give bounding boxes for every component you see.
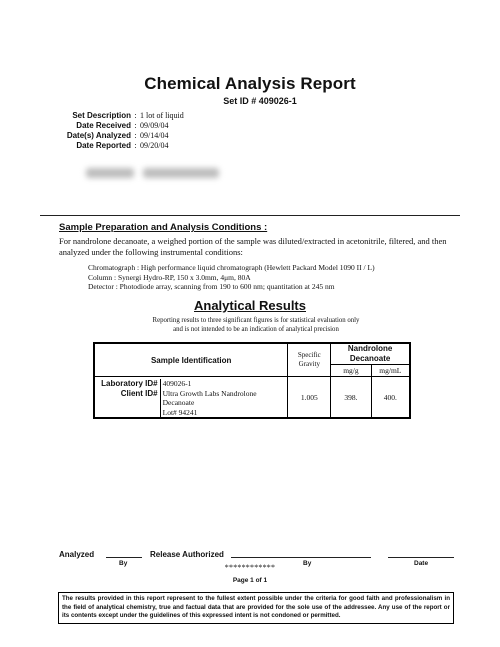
instrument-line-detector: Detector : Photodiode array, scanning from 190 to 600 nm; quantitation at 245 nm: [88, 282, 335, 291]
set-id: Set ID # 409026-1: [223, 96, 297, 106]
instrument-line-chromatograph: Chromatograph : High performance liquid chromatograph (Hewlett Packard Model 1090 II / L): [88, 263, 375, 272]
page-number: Page 1 of 1: [232, 577, 268, 584]
unit-mg-per-g: mg/g: [331, 365, 372, 377]
meta-label: Date(s) Analyzed: [66, 131, 131, 140]
by-label-2: By: [303, 560, 312, 567]
report-meta: [48, 111, 184, 151]
section-divider: [40, 215, 460, 216]
lab-id-value: 409026-1: [162, 379, 192, 388]
header-compound: [331, 343, 410, 365]
table-header-row: [94, 343, 410, 365]
client-id-label: Client ID#: [120, 389, 158, 398]
report-title: Chemical Analysis Report: [144, 74, 356, 93]
client-id-value: Ultra Growth Labs Nandrolone Decanoate: [162, 388, 257, 407]
mg-per-ml-value: 400.: [371, 377, 410, 419]
date-label: Date: [414, 560, 429, 567]
disclaimer-box: The results provided in this report represent to the fullest extent possible under the criteria for good faith and professionalism in the field of analytical chemistry, true and factual data that are provided for the sole use of the addressee. Any use of the report or its contents except under the guidelines of this expressed intent is not condoned or permitted.: [58, 592, 454, 624]
specific-gravity-value: 1.005: [288, 377, 331, 419]
header-compound-line1: Nandrolone: [347, 344, 393, 353]
header-specific-gravity: [288, 343, 331, 377]
sample-id-cell: [94, 377, 288, 419]
header-compound-line2: Decanoate: [349, 354, 391, 363]
mg-per-g-value: 398.: [331, 377, 372, 419]
meta-colon: :: [134, 131, 137, 140]
meta-value: 09/09/04: [140, 121, 169, 130]
release-authorized-label: Release Authorized: [150, 550, 224, 559]
sample-id-wrapper: [95, 379, 287, 417]
note-line-2: and is not intended to be an indication of analytical precision: [173, 326, 339, 333]
sample-prep-heading: Sample Preparation and Analysis Conditions :: [59, 222, 268, 233]
header-gravity-line2: Gravity: [298, 360, 320, 368]
analyzed-label: Analyzed: [59, 550, 95, 559]
table-row: [94, 377, 410, 419]
results-table: [93, 342, 411, 419]
meta-colon: :: [134, 121, 137, 130]
note-line-1: Reporting results to three significant figures is for statistical evaluation only: [152, 317, 360, 324]
meta-value: 09/20/04: [140, 141, 169, 150]
header-gravity-line1: Specific: [297, 351, 321, 359]
redacted-signature-blur: [143, 168, 219, 178]
meta-row-set-description: [48, 111, 184, 121]
signature-stars: ************: [224, 563, 276, 572]
analytical-results-heading: Analytical Results: [194, 298, 306, 313]
meta-row-date-reported: [48, 141, 184, 151]
redacted-name-blur: [86, 168, 134, 178]
instrument-conditions: [88, 263, 375, 292]
results-precision-note: [0, 316, 500, 334]
unit-mg-per-ml: mg/mL: [371, 365, 410, 377]
sample-id-values: [160, 379, 288, 417]
meta-label: Set Description: [72, 111, 131, 120]
meta-row-date-received: [48, 121, 184, 131]
meta-colon: :: [134, 141, 137, 150]
header-sample-identification: Sample Identification: [94, 343, 288, 377]
meta-label: Date Reported: [76, 141, 131, 150]
sample-prep-paragraph: For nandrolone decanoate, a weighed portion of the sample was diluted/extracted in acetonitrile, filtered, and then analyzed under the following instrumental conditions:: [59, 236, 447, 257]
meta-label: Date Received: [76, 121, 131, 130]
meta-row-dates-analyzed: [48, 131, 184, 141]
meta-value: 09/14/04: [140, 131, 169, 140]
sample-id-labels: [95, 379, 160, 417]
by-label-1: By: [119, 560, 128, 567]
lot-value: Lot# 94241: [162, 407, 198, 417]
meta-value: 1 lot of liquid: [140, 111, 184, 120]
analyzed-signature-line: [106, 557, 142, 558]
date-signature-line: [388, 557, 454, 558]
release-signature-line: [231, 557, 371, 558]
instrument-line-column: Column : Synergi Hydro-RP, 150 x 3.0mm, 4μm, 80A: [88, 272, 251, 282]
lab-id-label: Laboratory ID#: [101, 379, 158, 388]
meta-colon: :: [134, 111, 137, 120]
